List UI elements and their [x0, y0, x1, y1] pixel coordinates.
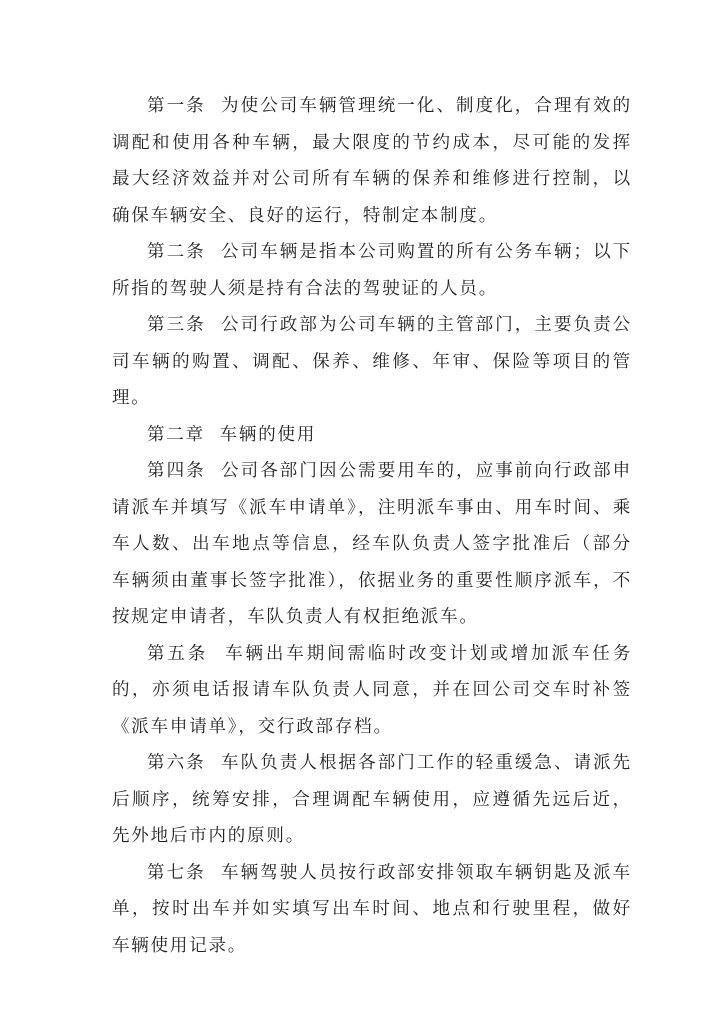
- article-1-paragraph: 第一条 为使公司车辆管理统一化、制度化，合理有效的调配和使用各种车辆，最大限度的节约成本，尽可能的发挥最大经济效益并对公司所有车辆的保养和维修进行控制，以确保车辆安全、良好的运行，特制定本制度。: [112, 96, 632, 226]
- article-7-paragraph: 第七条 车辆驾驶人员按行政部安排领取车辆钥匙及派车单，按时出车并如实填写出车时间、地点和行驶里程，做好车辆使用记录。: [112, 862, 632, 956]
- article-2-paragraph: 第二条 公司车辆是指本公司购置的所有公务车辆；以下所指的驾驶人须是持有合法的驾驶证的人员。: [112, 242, 632, 299]
- article-5-paragraph: 第五条 车辆出车期间需临时改变计划或增加派车任务的，亦须电话报请车队负责人同意，并在回公司交车时补签《派车申请单》，交行政部存档。: [112, 643, 632, 737]
- article-3-paragraph: 第三条 公司行政部为公司车辆的主管部门，主要负责公司车辆的购置、调配、保养、维修、年审、保险等项目的管理。: [112, 315, 632, 408]
- document-body: [112, 88, 632, 964]
- chapter-2-heading: 第二章 车辆的使用: [147, 424, 317, 445]
- article-4-paragraph: 第四条 公司各部门因公需要用车的，应事前向行政部申请派车并填写《派车申请单》，注明派车事由、用车时间、乘车人数、出车地点等信息，经车队负责人签字批准后（部分车辆须由董事长签字批准），依据业务的重要性顺序派车，不按规定申请者，车队负责人有权拒绝派车。: [112, 461, 632, 627]
- article-6-paragraph: 第六条 车队负责人根据各部门工作的轻重缓急、请派先后顺序，统筹安排，合理调配车辆使用，应遵循先远后近，先外地后市内的原则。: [112, 753, 632, 846]
